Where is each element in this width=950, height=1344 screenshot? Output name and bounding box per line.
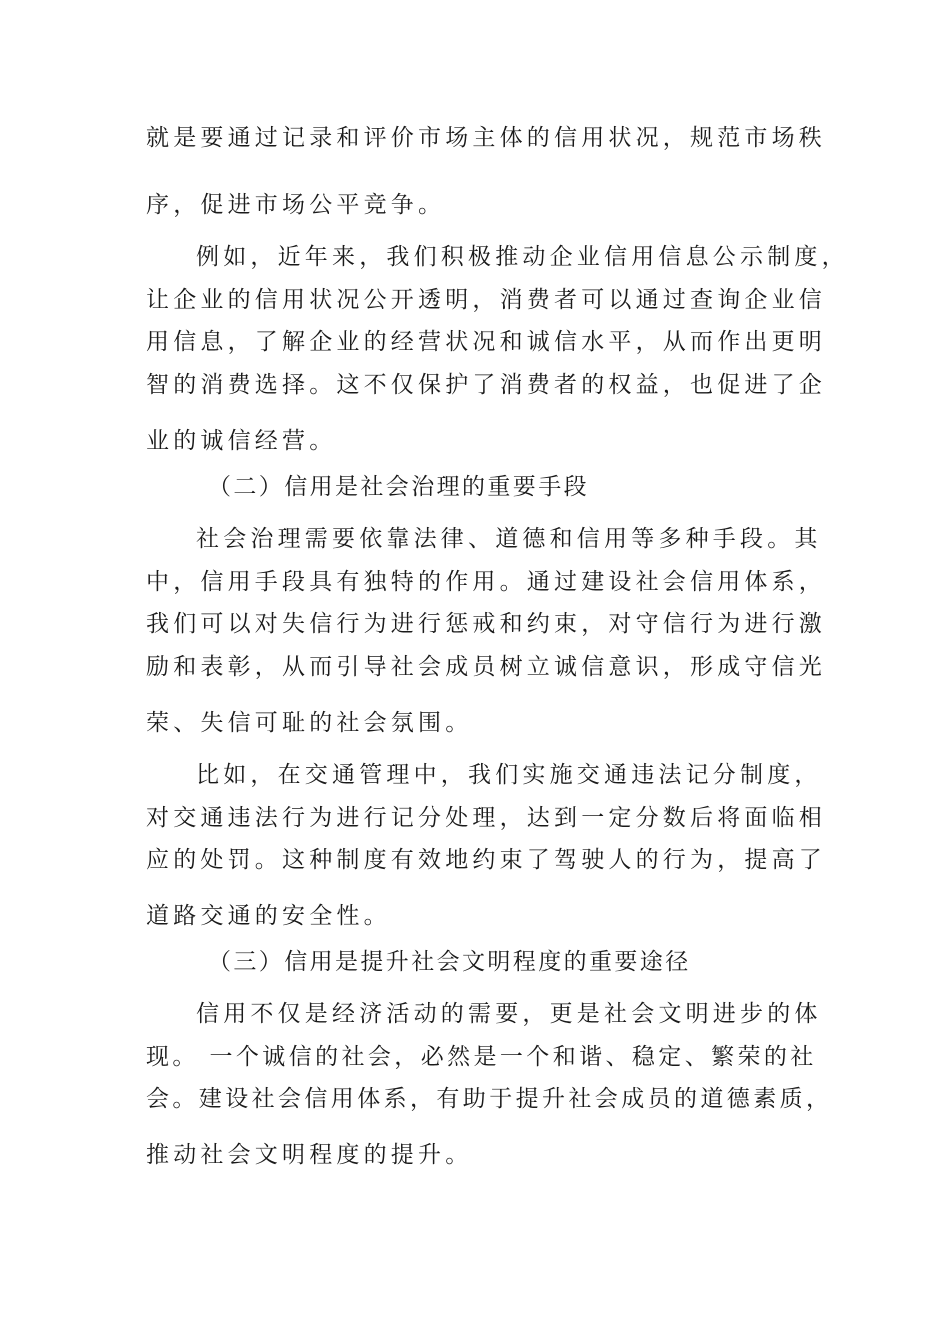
- paragraph-line: 中，信用手段具有独特的作用。通过建设社会信用体系，: [146, 569, 826, 595]
- paragraph-line: 用信息，了解企业的经营状况和诚信水平，从而作出更明: [146, 329, 826, 355]
- section-heading: （三）信用是提升社会文明程度的重要途径: [208, 949, 691, 975]
- paragraph-line: 社会治理需要依靠法律、道德和信用等多种手段。其: [196, 526, 822, 552]
- paragraph-line: 励和表彰，从而引导社会成员树立诚信意识，形成守信光: [146, 654, 826, 680]
- paragraph-line: 道路交通的安全性。: [146, 903, 391, 929]
- paragraph-line: 智的消费选择。这不仅保护了消费者的权益，也促进了企: [146, 372, 826, 398]
- section-heading: （二）信用是社会治理的重要手段: [208, 474, 589, 500]
- paragraph-line: 让企业的信用状况公开透明，消费者可以通过查询企业信: [146, 287, 826, 313]
- paragraph-line: 应的处罚。这种制度有效地约束了驾驶人的行为，提高了: [146, 847, 826, 873]
- paragraph-line: 例如，近年来，我们积极推动企业信用信息公示制度，: [196, 244, 849, 270]
- paragraph-line: 比如，在交通管理中，我们实施交通违法记分制度，: [196, 762, 822, 788]
- paragraph-line: 序，促进市场公平竞争。: [146, 192, 446, 218]
- paragraph-line: 现。 一个诚信的社会，必然是一个和谐、稳定、繁荣的社: [146, 1044, 817, 1070]
- paragraph-line: 我们可以对失信行为进行惩戒和约束，对守信行为进行激: [146, 611, 826, 637]
- paragraph-line: 荣、失信可耻的社会氛围。: [146, 710, 473, 736]
- paragraph-line: 业的诚信经营。: [146, 428, 337, 454]
- paragraph-line: 信用不仅是经济活动的需要，更是社会文明进步的体: [196, 1001, 822, 1027]
- paragraph-line: 对交通违法行为进行记分处理，达到一定分数后将面临相: [146, 805, 826, 831]
- paragraph-line: 会。建设社会信用体系，有助于提升社会成员的道德素质，: [146, 1086, 833, 1112]
- paragraph-line: 就是要通过记录和评价市场主体的信用状况，规范市场秩: [146, 125, 826, 151]
- paragraph-line: 推动社会文明程度的提升。: [146, 1142, 473, 1168]
